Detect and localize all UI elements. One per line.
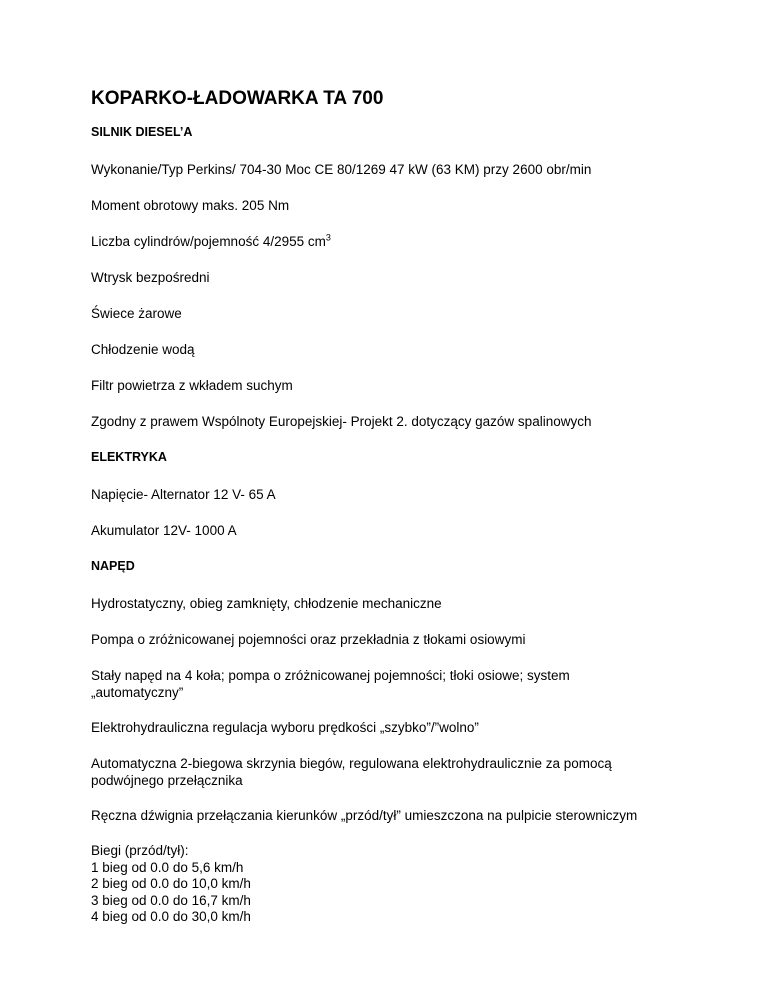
document-page — [91, 88, 711, 926]
drive-speed-regulation-line: Elektrohydrauliczna regulacja wyboru prędkości „szybko”/”wolno” — [91, 720, 479, 735]
drive-direction-lever-line: Ręczna dźwignia przełączania kierunków „przód/tył” umieszczona na pulpicie sterowniczym — [91, 808, 638, 823]
engine-cooling-line: Chłodzenie wodą — [91, 342, 195, 357]
drive-gearbox-line: Automatyczna 2-biegowa skrzynia biegów, regulowana elektrohydraulicznie za pomocą podwójnego przełącznika — [91, 756, 612, 788]
drive-4wd-line: Stały napęd na 4 koła; pompa o zróżnicowanej pojemności; tłoki osiowe; system „automatyczny” — [91, 668, 570, 700]
engine-air-filter-line: Filtr powietrza z wkładem suchym — [91, 378, 293, 393]
gears-label: Biegi (przód/tył): — [91, 843, 189, 858]
section-heading-electrics: ELEKTRYKA — [91, 450, 167, 464]
engine-type-line: Wykonanie/Typ Perkins/ 704-30 Moc CE 80/1269 47 kW (63 KM) przy 2600 obr/min — [91, 162, 592, 177]
gear-item-3: 3 bieg od 0.0 do 16,7 km/h — [91, 892, 251, 908]
electrics-battery-line: Akumulator 12V- 1000 A — [91, 523, 237, 538]
section-heading-engine: SILNIK DIESEL’A — [91, 125, 193, 139]
engine-cylinders-line — [91, 233, 711, 250]
section-heading-drive: NAPĘD — [91, 559, 135, 573]
drive-hydrostatic-line: Hydrostatyczny, obieg zamknięty, chłodzenie mechaniczne — [91, 596, 442, 611]
document-title: KOPARKO-ŁADOWARKA TA 700 — [91, 88, 384, 109]
gears-list — [91, 843, 711, 926]
gear-item-2: 2 bieg od 0.0 do 10,0 km/h — [91, 876, 251, 891]
engine-cylinders-superscript: 3 — [325, 232, 331, 243]
engine-cylinders-text: Liczba cylindrów/pojemność 4/2955 cm — [91, 234, 326, 249]
engine-injection-line: Wtrysk bezpośredni — [91, 270, 210, 285]
gear-item-1: 1 bieg od 0.0 do 5,6 km/h — [91, 859, 244, 875]
electrics-alternator-line: Napięcie- Alternator 12 V- 65 A — [91, 487, 276, 502]
engine-torque-line: Moment obrotowy maks. 205 Nm — [91, 198, 290, 213]
engine-glow-plugs-line: Świece żarowe — [91, 306, 182, 321]
engine-compliance-line: Zgodny z prawem Wspólnoty Europejskiej- Projekt 2. dotyczący gazów spalinowych — [91, 414, 592, 429]
drive-pump-line: Pompa o zróżnicowanej pojemności oraz przekładnia z tłokami osiowymi — [91, 632, 526, 647]
gear-item-4: 4 bieg od 0.0 do 30,0 km/h — [91, 909, 251, 924]
